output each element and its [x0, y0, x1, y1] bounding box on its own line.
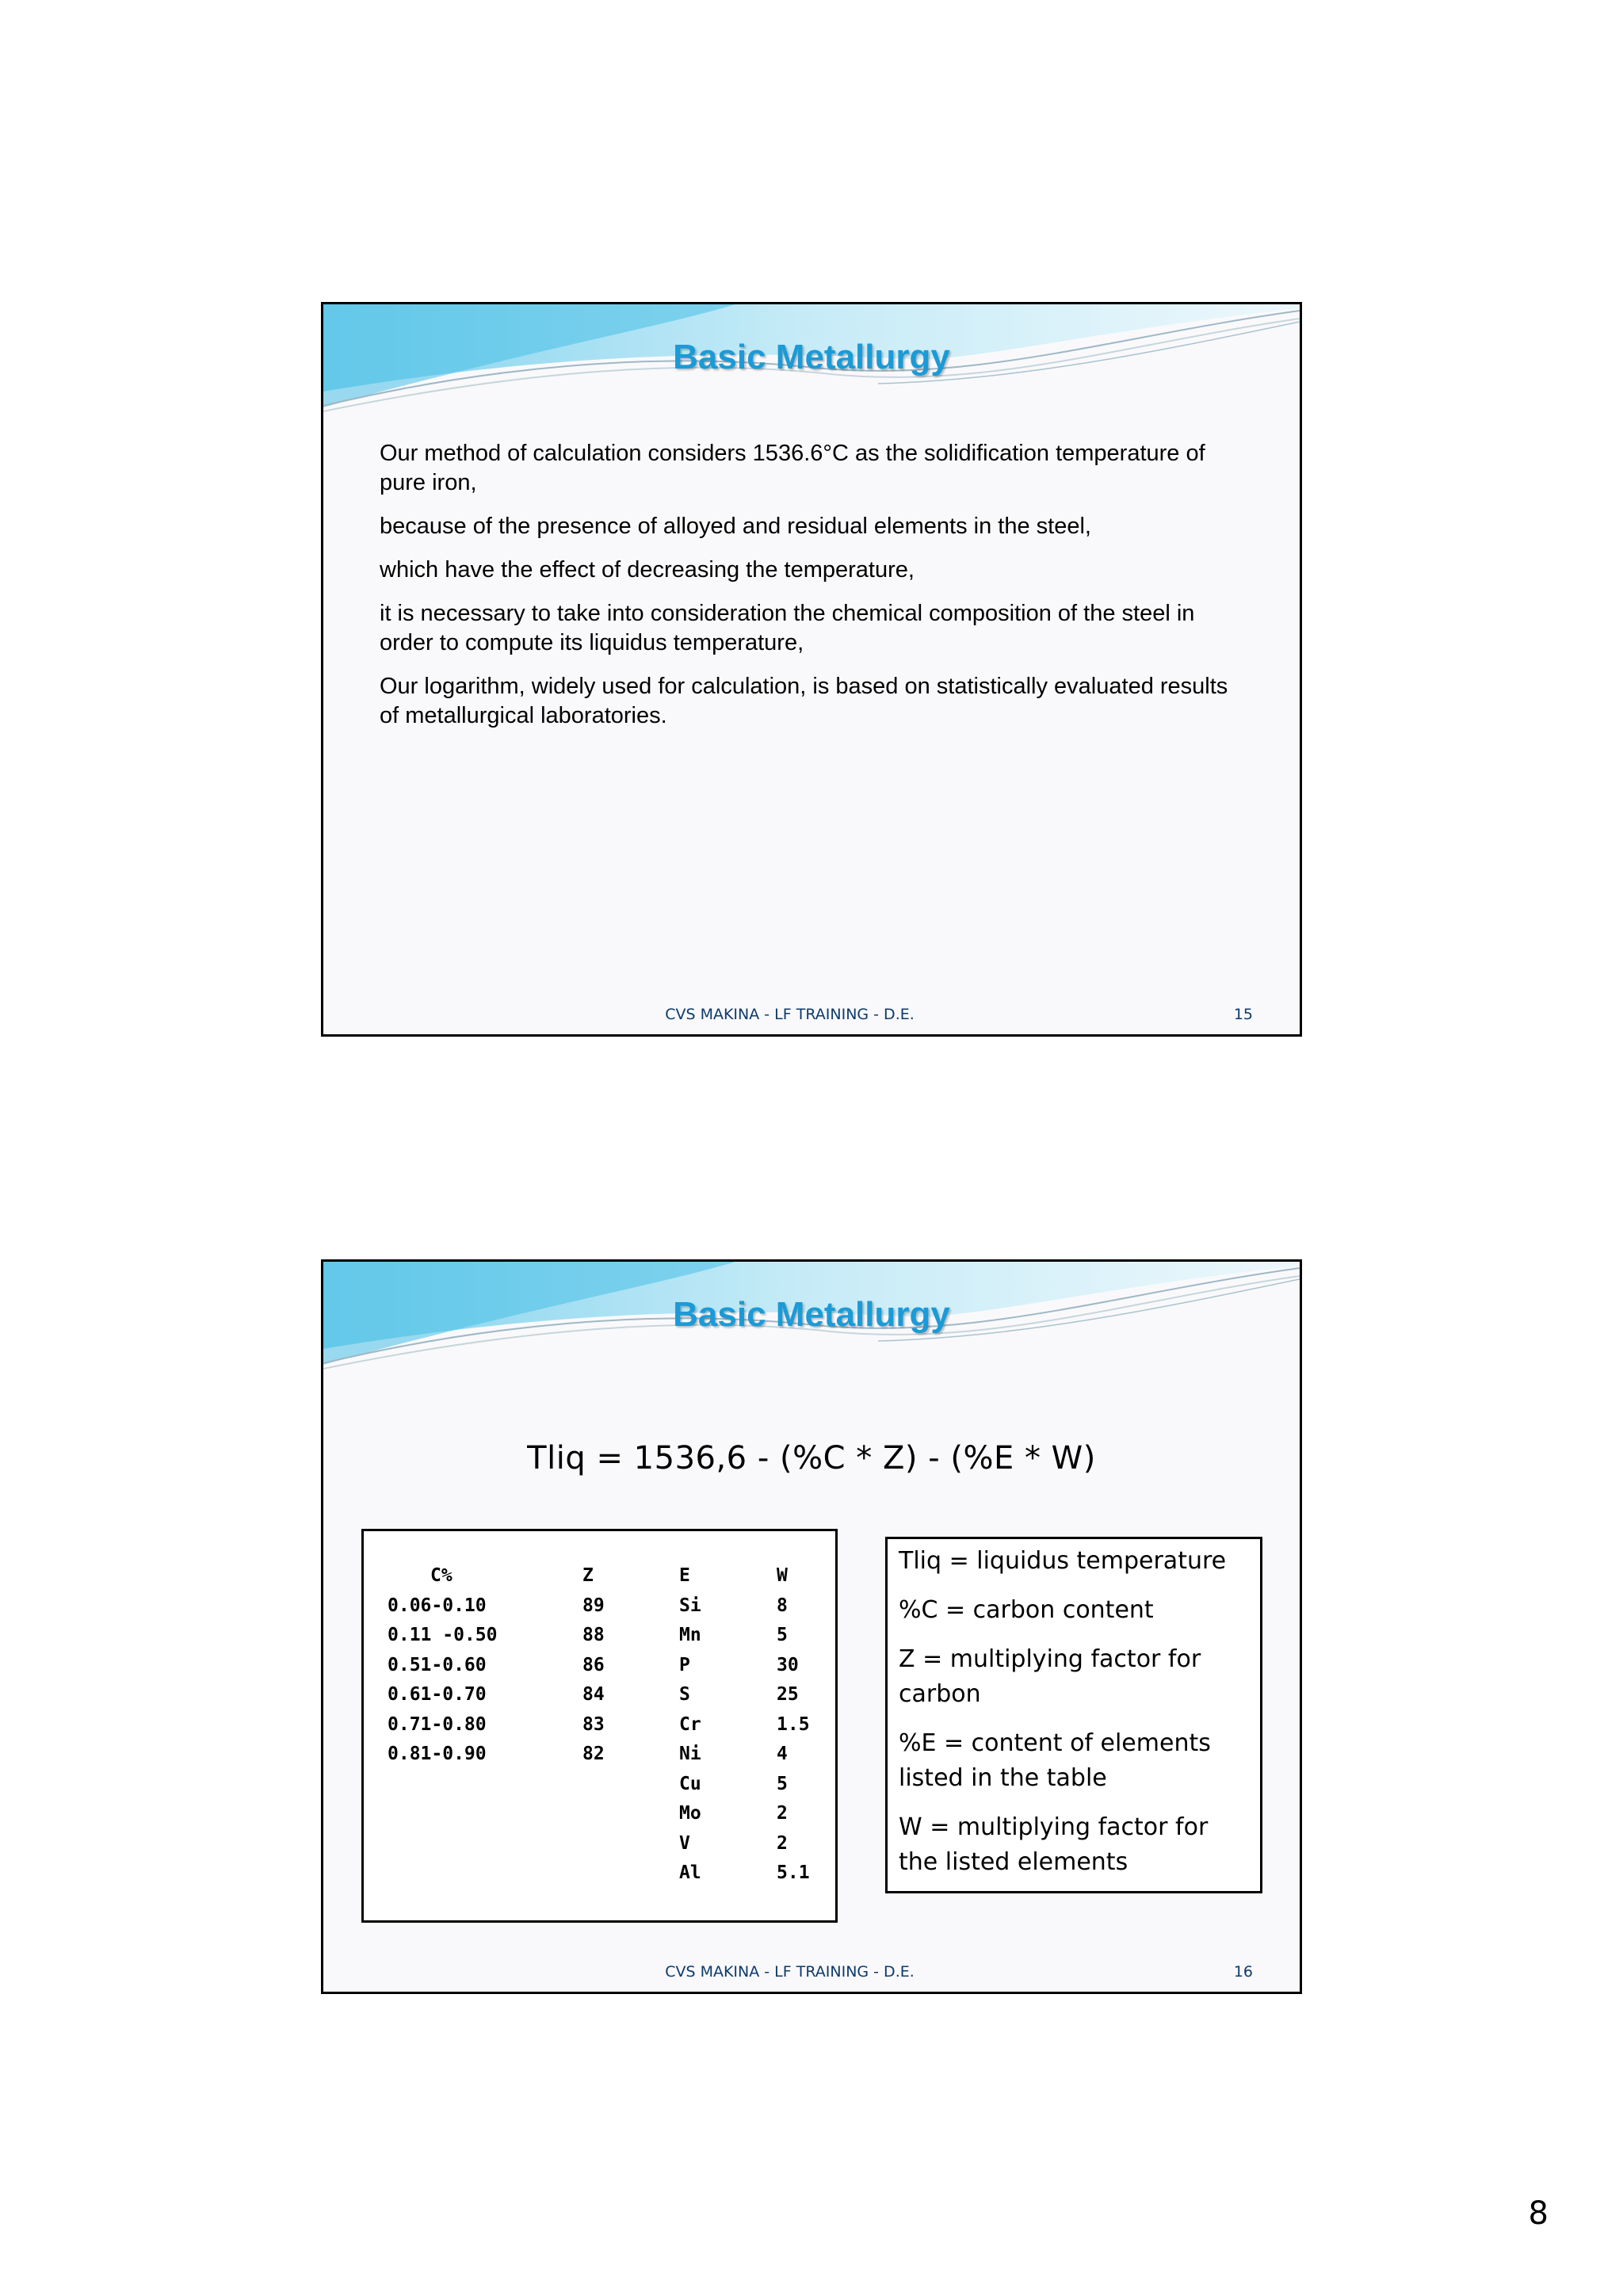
table-cell: 84 [582, 1684, 605, 1705]
table-cell: 4 [777, 1744, 788, 1764]
table-cell: 82 [582, 1744, 605, 1764]
table-header: C% [430, 1565, 453, 1586]
table-cell: 88 [582, 1625, 605, 1645]
slide-title: Basic Metallurgy [673, 338, 950, 376]
legend-item: %E = content of elements listed in the table [899, 1729, 1211, 1792]
table-column-carbon-range [388, 1561, 497, 1770]
paragraph: which have the effect of decreasing the temperature, [380, 557, 915, 583]
slide-15 [321, 302, 1302, 1037]
table-cell: 89 [582, 1595, 605, 1616]
table-cell: S [679, 1684, 690, 1705]
table-cell: 25 [777, 1684, 799, 1705]
table-cell: 0.61-0.70 [388, 1684, 487, 1705]
table-cell: 8 [777, 1595, 788, 1616]
coefficient-table [361, 1529, 838, 1923]
footer-text: CVS MAKINA - LF TRAINING - D.E. [665, 1006, 915, 1023]
table-cell: V [679, 1832, 690, 1854]
paragraph: it is necessary to take into consideration the chemical composition of the steel in order to compute its liquidus temperature, [380, 601, 1195, 655]
table-cell: 0.11 -0.50 [388, 1625, 498, 1645]
table-column-w [777, 1561, 810, 1889]
table-cell: 83 [582, 1713, 605, 1735]
slide-title: Basic Metallurgy [673, 1295, 950, 1334]
table-cell: 5 [777, 1625, 788, 1645]
legend-item: Tliq = liquidus temperature [899, 1547, 1227, 1575]
slide-number: 16 [1233, 1963, 1253, 1981]
table-cell: 5.1 [777, 1862, 810, 1883]
table-cell: 0.51-0.60 [388, 1654, 487, 1675]
page-number: 8 [1528, 2195, 1549, 2232]
table-cell: Al [679, 1862, 701, 1883]
table-header: Z [582, 1565, 594, 1586]
paragraph: because of the presence of alloyed and residual elements in the steel, [380, 514, 1091, 539]
table-cell: Cu [679, 1773, 701, 1794]
legend-item: Z = multiplying factor for carbon [899, 1645, 1201, 1708]
table-cell: 0.06-0.10 [388, 1595, 487, 1616]
legend-item: W = multiplying factor for the listed elements [899, 1813, 1209, 1876]
table-cell: 86 [582, 1654, 605, 1675]
table-cell: 0.81-0.90 [388, 1744, 487, 1764]
paragraph: Our method of calculation considers 1536.6°C as the solidification temperature of pure iron, [380, 441, 1205, 495]
table-cell: Ni [679, 1744, 701, 1764]
table-cell: Mn [679, 1625, 701, 1645]
table-header: W [777, 1565, 788, 1586]
table-cell: 2 [777, 1803, 788, 1824]
table-cell: Mo [679, 1803, 701, 1824]
table-cell: 5 [777, 1773, 788, 1794]
table-cell: 1.5 [777, 1713, 810, 1735]
table-column-element [679, 1561, 701, 1889]
table-cell: Si [679, 1595, 701, 1616]
legend-item: %C = carbon content [899, 1596, 1154, 1624]
table-column-z [582, 1561, 605, 1770]
formula-legend [885, 1537, 1262, 1893]
table-header: E [679, 1565, 690, 1586]
liquidus-formula: Tliq = 1536,6 - (%C * Z) - (%E * W) [527, 1440, 1096, 1477]
table-cell: P [679, 1654, 690, 1675]
slide-16 [321, 1259, 1302, 1994]
table-cell: 0.71-0.80 [388, 1713, 487, 1735]
table-cell: Cr [679, 1713, 701, 1735]
paragraph: Our logarithm, widely used for calculation, is based on statistically evaluated results of metallurgical laboratories. [380, 674, 1228, 728]
table-cell: 30 [777, 1654, 799, 1675]
slide-body [380, 439, 1243, 745]
table-cell: 2 [777, 1832, 788, 1854]
slide-number: 15 [1233, 1006, 1253, 1023]
footer-text: CVS MAKINA - LF TRAINING - D.E. [665, 1963, 915, 1981]
